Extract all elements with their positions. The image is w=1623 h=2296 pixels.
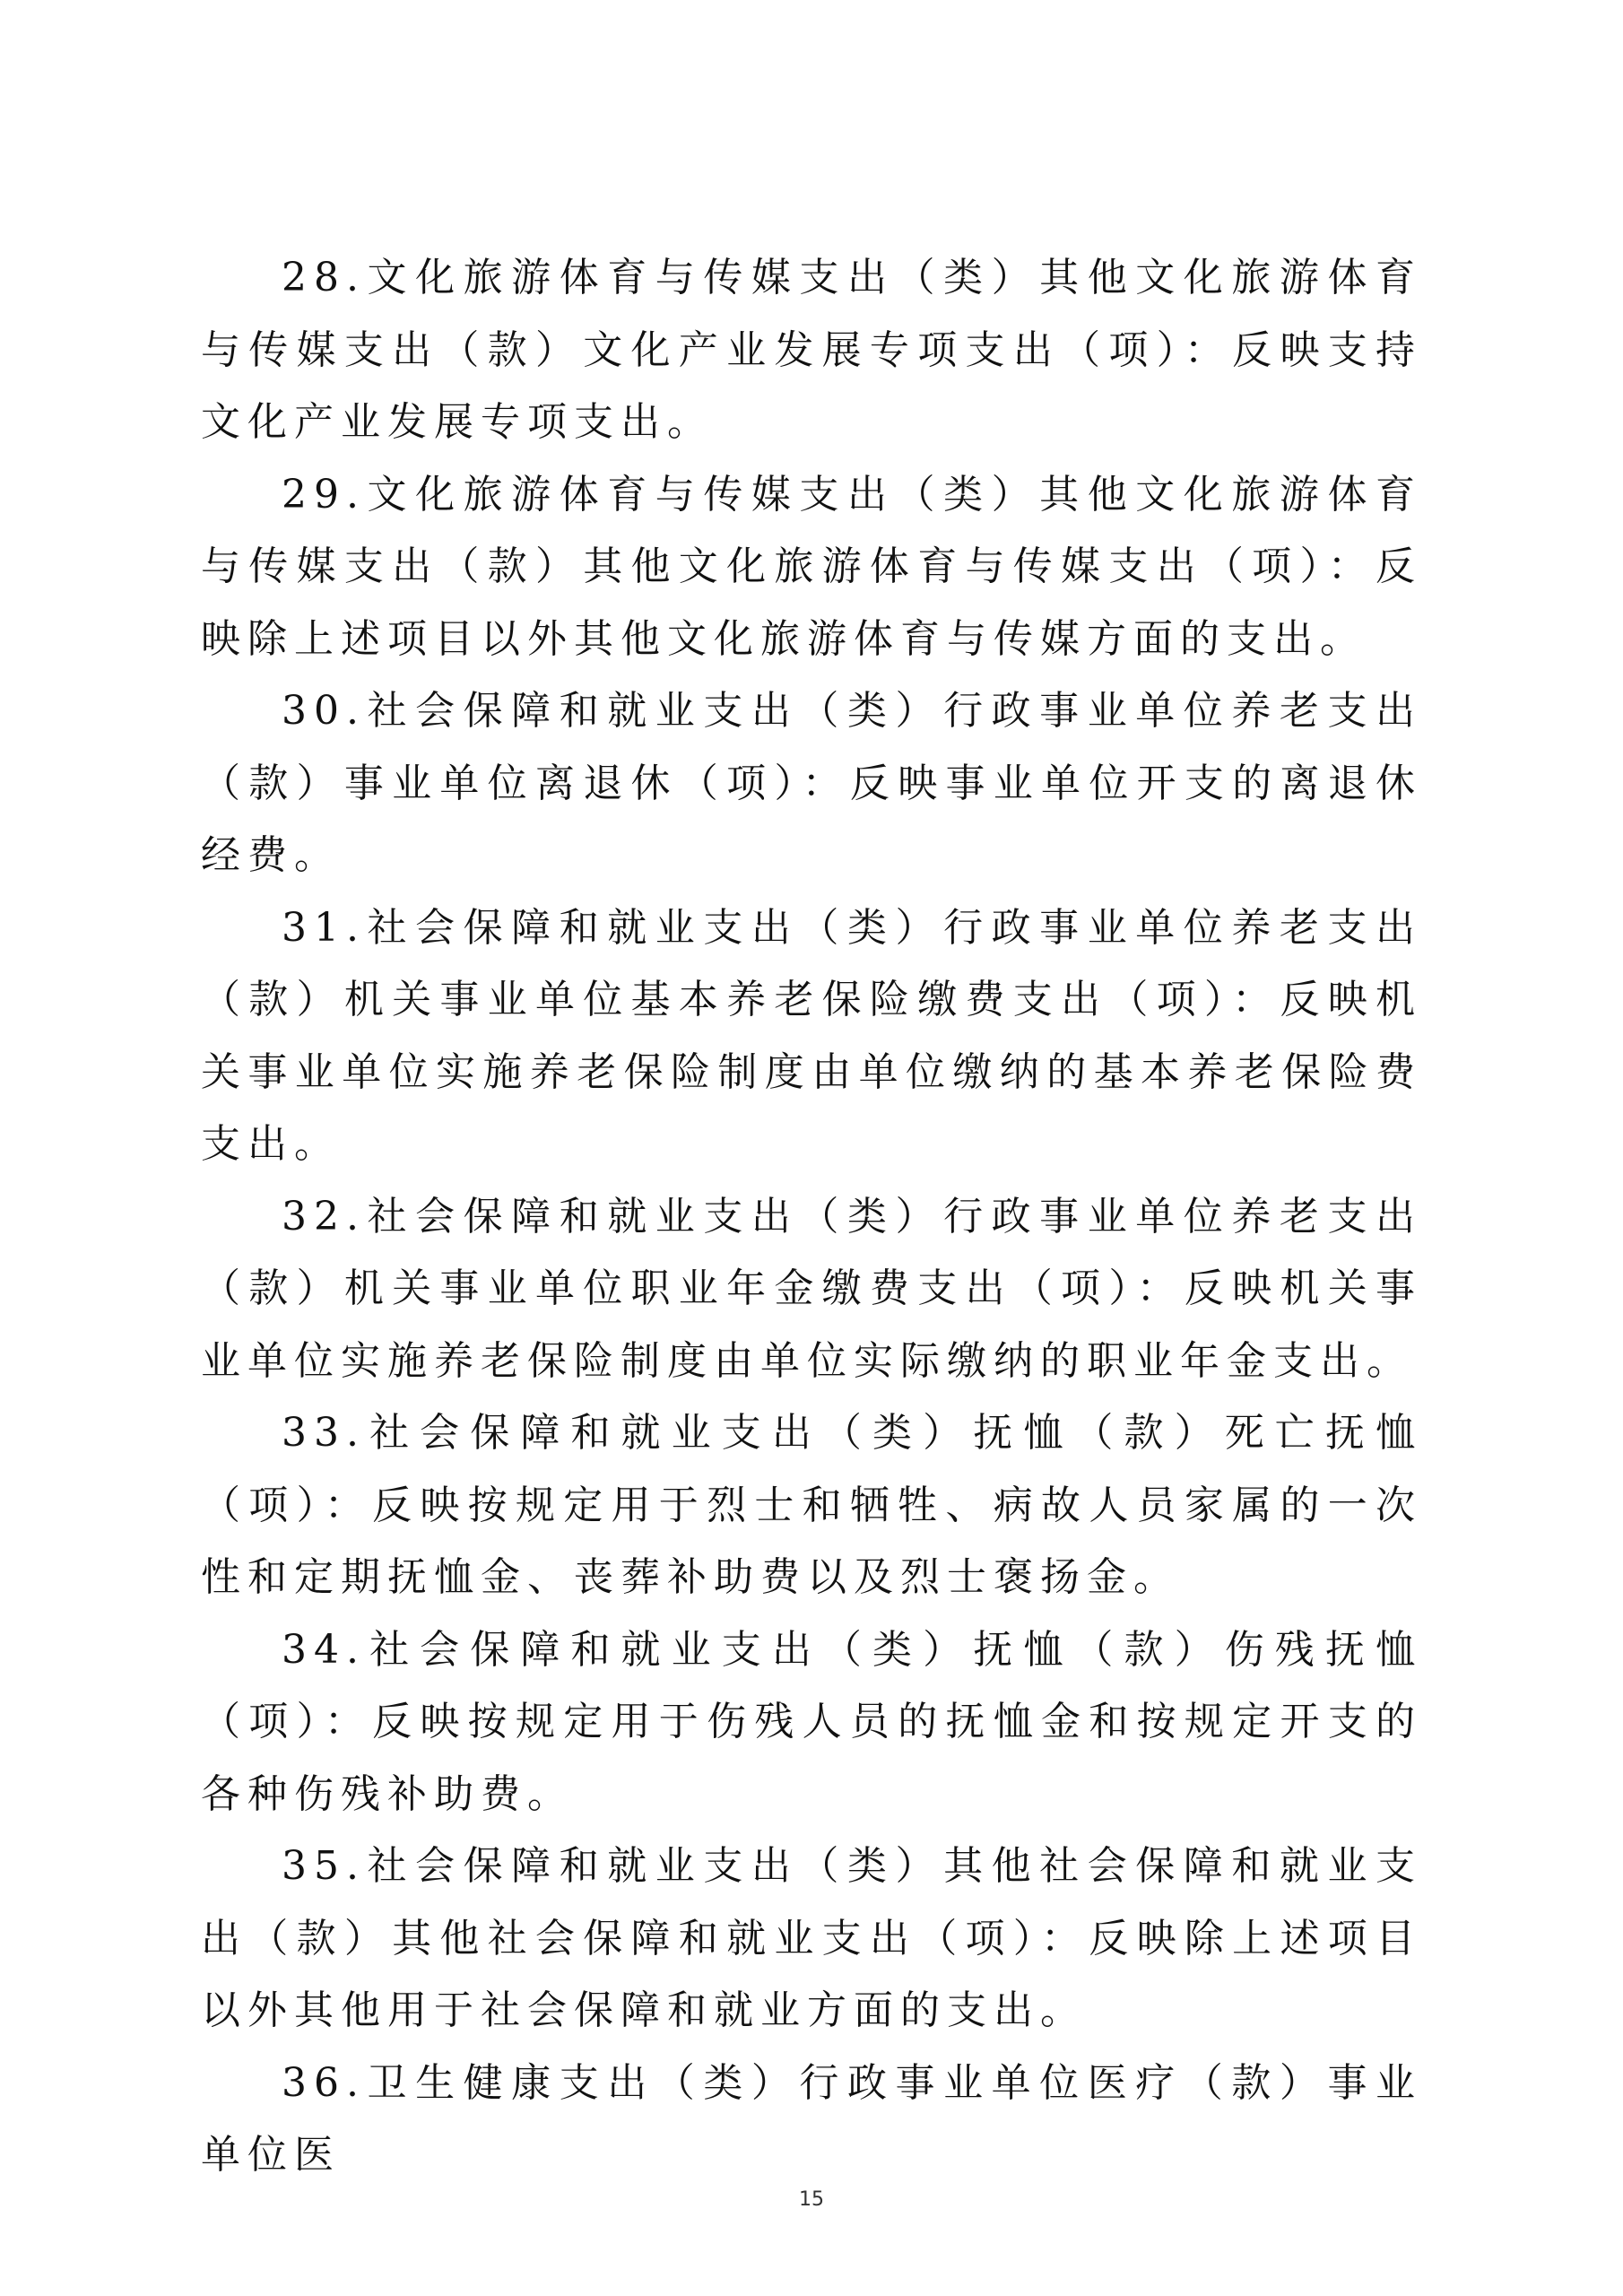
paragraph-item-30: 30.社会保障和就业支出（类）行政事业单位养老支出（款）事业单位离退休（项）：反映事业单位开支的离退休经费。 [201,688,1422,878]
paragraph-item-29: 29.文化旅游体育与传媒支出（类）其他文化旅游体育与传媒支出（款）其他文化旅游体育与传媒支出（项）：反映除上述项目以外其他文化旅游体育与传媒方面的支出。 [201,471,1422,662]
paragraph-item-35: 35.社会保障和就业支出（类）其他社会保障和就业支出（款）其他社会保障和就业支出（项）：反映除上述项目以外其他用于社会保障和就业方面的支出。 [201,1843,1422,2033]
paragraph-item-32: 32.社会保障和就业支出（类）行政事业单位养老支出（款）机关事业单位职业年金缴费支出（项）：反映机关事业单位实施养老保险制度由单位实际缴纳的职业年金支出。 [201,1193,1422,1384]
paragraph-item-34: 34.社会保障和就业支出（类）抚恤（款）伤残抚恤（项）：反映按规定用于伤残人员的抚恤金和按规定开支的各种伤残补助费。 [201,1626,1422,1817]
page-number: 15 [799,2188,824,2211]
paragraph-item-28: 28.文化旅游体育与传媒支出（类）其他文化旅游体育与传媒支出（款）文化产业发展专项支出（项）：反映支持文化产业发展专项支出。 [201,255,1422,445]
document-body [201,242,1422,2192]
paragraph-item-36: 36.卫生健康支出（类）行政事业单位医疗（款）事业单位医 [201,2059,1422,2178]
paragraph-item-33: 33.社会保障和就业支出（类）抚恤（款）死亡抚恤（项）：反映按规定用于烈士和牺牲、病故人员家属的一次性和定期抚恤金、丧葬补助费以及烈士褒扬金。 [201,1410,1422,1600]
paragraph-item-31: 31.社会保障和就业支出（类）行政事业单位养老支出（款）机关事业单位基本养老保险缴费支出（项）：反映机关事业单位实施养老保险制度由单位缴纳的基本养老保险费支出。 [201,904,1422,1167]
